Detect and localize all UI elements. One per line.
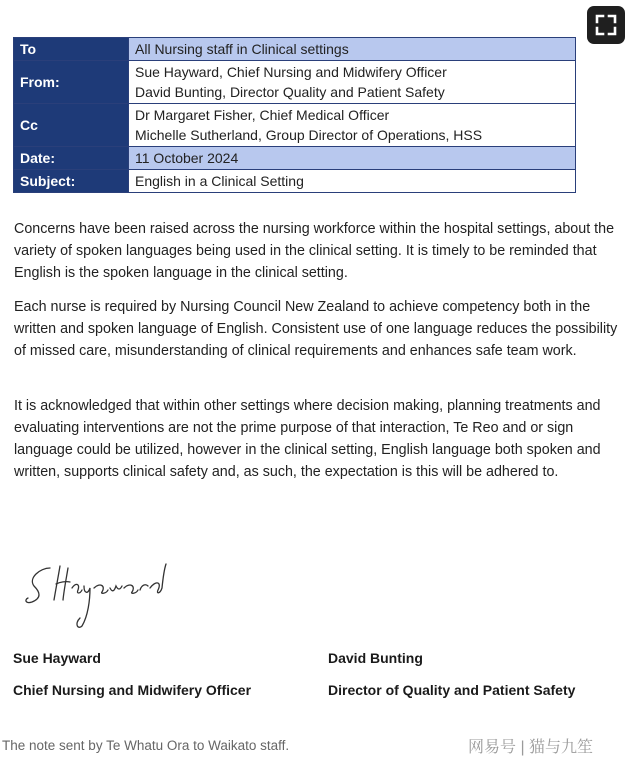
body-paragraph-1: Concerns have been raised across the nursing workforce within the hospital settings, about the variety of spoken languages being used in the clinical setting. It is timely to be reminded that English is the spoken language in the clinical setting. (14, 221, 615, 281)
memo-value-to: All Nursing staff in Clinical settings (129, 38, 576, 61)
memo-value-date: 11 October 2024 (129, 147, 576, 170)
memo-from-line-2: David Bunting, Director Quality and Patient Safety (135, 84, 445, 100)
signer-1-title: Chief Nursing and Midwifery Officer (13, 682, 252, 698)
memo-cc-line-2: Michelle Sutherland, Group Director of Operations, HSS (135, 127, 483, 143)
memo-row-from (14, 61, 576, 104)
memo-label-subject: Subject: (14, 170, 129, 193)
memo-row-cc (14, 104, 576, 147)
memo-value-cc (129, 104, 576, 147)
memo-label-to: To (14, 38, 129, 61)
image-caption: The note sent by Te Whatu Ora to Waikato staff. (2, 738, 290, 753)
memo-label-cc: Cc (14, 104, 129, 147)
expand-icon (587, 6, 625, 44)
body-paragraph-3: It is acknowledged that within other settings where decision making, planning treatments and evaluating interventions are not the prime purpose of that interaction, Te Reo and or sign language could be utilized, however in the clinical setting, English language both spoken and written, supports clinical safety and, as such, the expectation is this will be adhered to. (14, 398, 601, 480)
signer-1-name: Sue Hayward (13, 650, 101, 666)
memo-label-from: From: (14, 61, 129, 104)
expand-button[interactable] (587, 6, 625, 44)
memo-row-subject (14, 170, 576, 193)
body-paragraph-2: Each nurse is required by Nursing Council New Zealand to achieve competency both in the written and spoken language of English. Consistent use of one language reduces the possibility of missed care, misunderstanding of clinical requirements and enhances safe team work. (14, 299, 618, 359)
source-watermark: 网易号 | 猫与九笙 (468, 739, 594, 756)
memo-value-subject: English in a Clinical Setting (129, 170, 576, 193)
memo-cc-line-1: Dr Margaret Fisher, Chief Medical Officer (135, 107, 390, 123)
signature-image (20, 560, 170, 635)
signer-2-title: Director of Quality and Patient Safety (328, 682, 576, 698)
memo-label-date: Date: (14, 147, 129, 170)
memo-value-from (129, 61, 576, 104)
memo-row-date (14, 147, 576, 170)
memo-header-table (13, 37, 576, 193)
memo-from-line-1: Sue Hayward, Chief Nursing and Midwifery Officer (135, 64, 447, 80)
memo-row-to (14, 38, 576, 61)
signer-2-name: David Bunting (328, 650, 423, 666)
